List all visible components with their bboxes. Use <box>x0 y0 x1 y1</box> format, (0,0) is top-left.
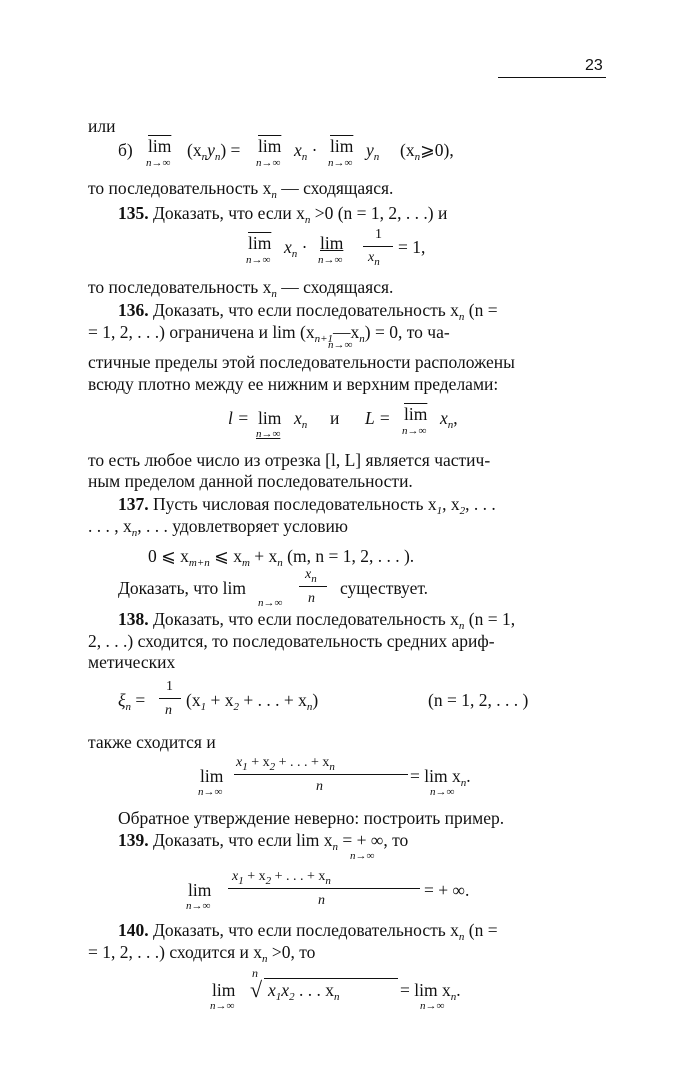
root-index: n <box>252 966 258 980</box>
text-line: = 1, 2, . . .) сходится и $x_n >0$, то <box>88 942 316 965</box>
lim-sub: n→∞ <box>420 1000 445 1012</box>
frac-num: 1 <box>375 227 382 242</box>
limsup: $\overline{lim}$ <box>248 233 272 253</box>
text-line: 2, . . .) сходится, то последовательность средних ариф- <box>88 631 495 651</box>
formula-139-eq: = + ∞. <box>424 880 470 900</box>
fraction-bar <box>363 246 393 247</box>
formula-140-eq: = $\lim x_n$. <box>400 980 461 1003</box>
lim-sub: n→∞ <box>198 786 223 798</box>
formula-138b-eq: = $\lim x_n$. <box>410 766 471 789</box>
lim-sub: n→∞ <box>350 850 375 862</box>
text-line: . . . , $x_n$, . . . удовлетворяет условию <box>88 516 348 539</box>
frac-den: n <box>318 893 325 908</box>
fraction-bar <box>228 888 420 889</box>
page-number: 23 <box>585 57 603 74</box>
lim-sub: n→∞ <box>328 339 353 351</box>
formula-b-cond: $(x_n⩾0)$, <box>400 140 454 163</box>
radicand: $x_1x_2$ . . . $x_n$ <box>268 980 340 1003</box>
formula-137: 0 ⩽ $x_{m+n}$ ⩽ $x_m + x_n$ (m, n = 1, 2, . . . ). <box>148 546 415 569</box>
header-rule <box>498 77 606 78</box>
label-b: б) <box>118 140 133 160</box>
formula-136-x: $x_n$ <box>294 408 308 431</box>
problem-138: 138. Доказать, что если последовательность $x_n$ (n = 1, <box>118 609 516 632</box>
limsup: $\overline{lim}$ <box>404 404 428 424</box>
frac-num: $x_1 + x_2$ + . . . + $x_n$ <box>232 869 331 887</box>
lim-sub: n→∞ <box>186 900 211 912</box>
problem-135: 135. Доказать, что если $x_n >0$ (n = 1, 2, . . .) и <box>118 203 448 226</box>
frac-num: $x_1 + x_2$ + . . . + $x_n$ <box>236 755 335 773</box>
lim-sub: n→∞ <box>328 157 353 169</box>
frac-num: $x_n$ <box>305 567 317 585</box>
frac-den: n <box>316 779 323 794</box>
lim-sub: n→∞ <box>430 786 455 798</box>
text-line: Обратное утверждение неверно: построить пример. <box>118 808 505 828</box>
text-line: ным пределом данной последовательности. <box>88 471 413 491</box>
formula-138-xi: $\xi_n$ = <box>118 690 146 713</box>
text-line: метических <box>88 652 176 672</box>
radical-sign: √ <box>250 977 263 1002</box>
text-line: Доказать, что lim <box>118 578 246 598</box>
lim: lim <box>188 880 212 900</box>
lim-sub: n→∞ <box>246 254 271 266</box>
lim-sub: n→∞ <box>318 254 343 266</box>
word-exists: существует. <box>340 578 429 598</box>
limsup: $\overline{lim}$ <box>330 136 354 156</box>
problem-140: 140. Доказать, что если последовательность $x_n$ (n = <box>118 920 498 943</box>
problem-137: 137. Пусть числовая последовательность $x_1$, $x_2$, . . . <box>118 494 496 517</box>
word-and: и <box>330 408 340 428</box>
frac-den: n <box>165 703 172 718</box>
problem-139: 139. Доказать, что если $\lim x_n$ = + ∞, то <box>118 830 409 853</box>
text-line: то есть любое число из отрезка [l, L] является частич- <box>88 450 491 470</box>
fraction-bar <box>159 698 181 699</box>
liminf: lim <box>258 408 282 428</box>
formula-b <box>118 140 133 162</box>
formula-b-x: $x_n$ · <box>294 140 318 163</box>
formula-136-L: L = <box>365 408 391 428</box>
fraction-bar <box>234 774 408 775</box>
text-line: также сходится и <box>88 732 216 752</box>
text-line: стичные пределы этой последовательности расположены <box>88 352 515 372</box>
frac-den: n <box>308 591 315 606</box>
formula-138-sum: ($x_1 + x_2$ + . . . + $x_n$) <box>186 690 319 713</box>
frac-den: $x_n$ <box>368 250 380 268</box>
lim: lim <box>200 766 224 786</box>
formula-136-l: l = <box>228 408 250 428</box>
text-line: = 1, 2, . . .) ограничена и $\lim (x_{n+1}—x_n) = 0$, то ча- <box>88 322 450 345</box>
formula-135-x: $x_n$ · <box>284 237 308 260</box>
liminf: lim <box>320 233 344 253</box>
fraction-bar <box>299 586 327 587</box>
word-ili: или <box>88 116 116 136</box>
lim-sub: n→∞ <box>258 597 283 609</box>
text-line: то последовательность $x_n$ — сходящаяся. <box>88 178 394 201</box>
formula-b-product: $(x_ny_n)$ = <box>187 140 241 163</box>
lim-sub: n→∞ <box>146 157 171 169</box>
frac-num: 1 <box>166 679 173 694</box>
formula-b-y: $y_n$ <box>366 140 380 163</box>
lim-sub: n→∞ <box>256 157 281 169</box>
lim-sub: n→∞ <box>402 425 427 437</box>
formula-138-cond: (n = 1, 2, . . . ) <box>428 690 529 710</box>
radical-bar <box>264 978 398 979</box>
text-line <box>88 116 115 138</box>
problem-136: 136. Доказать, что если последовательность $x_n$ (n = <box>118 300 498 323</box>
lim-sub: n→∞ <box>210 1000 235 1012</box>
limsup: $\overline{lim}$ <box>148 136 172 156</box>
formula-136-x2: $x_n$, <box>440 408 458 431</box>
limsup: $\overline{lim}$ <box>258 136 282 156</box>
lim: lim <box>212 980 236 1000</box>
lim-sub: n→∞ <box>256 428 281 440</box>
text-line: всюду плотно между ее нижним и верхним пределами: <box>88 374 499 394</box>
text-line: то последовательность $x_n$ — сходящаяся. <box>88 277 394 300</box>
formula-135-eq: = 1, <box>398 237 426 257</box>
